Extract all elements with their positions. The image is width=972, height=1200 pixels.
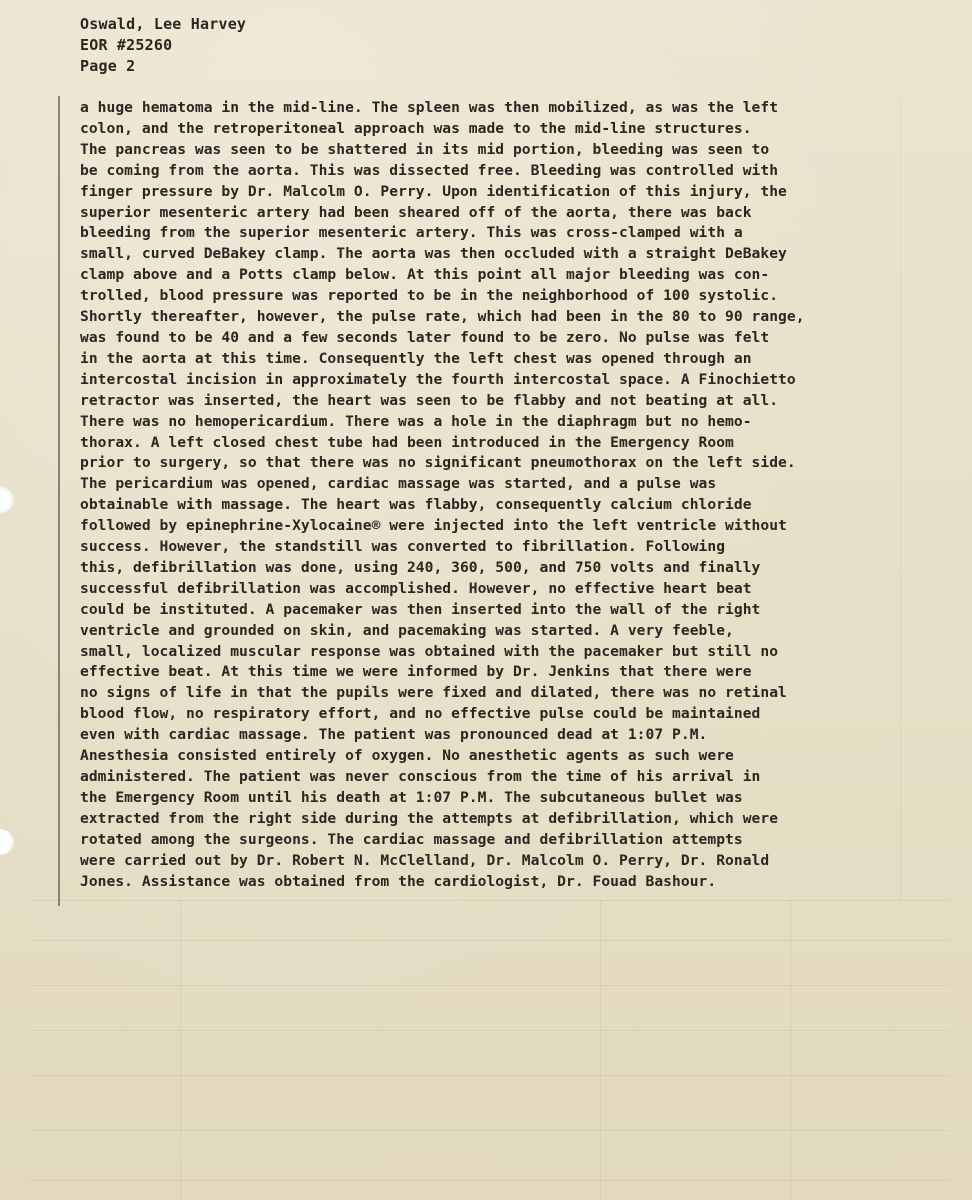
text-line: effective beat. At this time we were informed by Dr. Jenkins that there were bbox=[80, 663, 752, 681]
bleed-through-line bbox=[30, 1030, 950, 1031]
text-line: administered. The patient was never conscious from the time of his arrival in bbox=[80, 768, 761, 785]
text-line: superior mesenteric artery had been sheared off of the aorta, there was back bbox=[80, 203, 752, 221]
bleed-through-line bbox=[30, 900, 950, 901]
text-line: in the aorta at this time. Consequently the left chest was opened through an bbox=[80, 349, 752, 367]
bleed-through-line bbox=[30, 940, 950, 941]
text-line: finger pressure by Dr. Malcolm O. Perry. Upon identification of this injury, the bbox=[80, 182, 787, 200]
page-number: Page 2 bbox=[80, 57, 136, 75]
text-line: trolled, blood pressure was reported to be in the neighborhood of 100 systolic. bbox=[80, 287, 779, 305]
bleed-through-line bbox=[30, 985, 950, 986]
text-line: extracted from the right side during the attempts at defibrillation, which were bbox=[80, 809, 779, 827]
document-header bbox=[80, 14, 246, 77]
bleed-through-line bbox=[600, 900, 601, 1200]
punch-hole bbox=[0, 487, 14, 513]
bleed-through-line bbox=[30, 1075, 950, 1076]
text-line: the Emergency Room until his death at 1:07 P.M. The subcutaneous bullet was bbox=[80, 788, 743, 806]
text-line: a huge hematoma in the mid-line. The spleen was then mobilized, as was the left bbox=[80, 99, 779, 116]
text-line: be coming from the aorta. This was dissected free. Bleeding was controlled with bbox=[80, 161, 779, 179]
text-line: followed by epinephrine-Xylocaine® were injected into the left ventricle without bbox=[80, 517, 787, 535]
text-line: Shortly thereafter, however, the pulse rate, which had been in the 80 to 90 range, bbox=[80, 308, 805, 326]
patient-name: Oswald, Lee Harvey bbox=[80, 15, 247, 33]
text-line: Jones. Assistance was obtained from the cardiologist, Dr. Fouad Bashour. bbox=[80, 872, 717, 890]
report-body bbox=[80, 98, 920, 892]
text-line: prior to surgery, so that there was no significant pneumothorax on the left side. bbox=[80, 454, 796, 472]
text-line: even with cardiac massage. The patient was pronounced dead at 1:07 P.M. bbox=[80, 726, 708, 744]
text-line: There was no hemopericardium. There was a hole in the diaphragm but no hemo- bbox=[80, 412, 752, 430]
text-line: ventricle and grounded on skin, and pacemaking was started. A very feeble, bbox=[80, 621, 734, 639]
text-line: successful defibrillation was accomplished. However, no effective heart beat bbox=[80, 579, 752, 597]
text-line: rotated among the surgeons. The cardiac massage and defibrillation attempts bbox=[80, 830, 743, 848]
text-line: bleeding from the superior mesenteric artery. This was cross-clamped with a bbox=[80, 224, 743, 242]
text-line: small, localized muscular response was obtained with the pacemaker but still no bbox=[80, 642, 779, 660]
text-line: was found to be 40 and a few seconds later found to be zero. No pulse was felt bbox=[80, 328, 770, 346]
text-line: were carried out by Dr. Robert N. McClelland, Dr. Malcolm O. Perry, Dr. Ronald bbox=[80, 851, 770, 869]
text-line: retractor was inserted, the heart was seen to be flabby and not beating at all. bbox=[80, 391, 779, 409]
margin-rule bbox=[58, 96, 60, 906]
text-line: The pericardium was opened, cardiac massage was started, and a pulse was bbox=[80, 475, 717, 493]
bleed-through-line bbox=[30, 1130, 950, 1131]
text-line: Anesthesia consisted entirely of oxygen. No anesthetic agents as such were bbox=[80, 747, 734, 765]
text-line: success. However, the standstill was converted to fibrillation. Following bbox=[80, 538, 726, 556]
text-line: no signs of life in that the pupils were fixed and dilated, there was no retinal bbox=[80, 684, 787, 702]
text-line: The pancreas was seen to be shattered in its mid portion, bleeding was seen to bbox=[80, 140, 770, 158]
text-line: this, defibrillation was done, using 240, 360, 500, and 750 volts and finally bbox=[80, 558, 761, 576]
punch-hole bbox=[0, 829, 14, 855]
text-line: could be instituted. A pacemaker was then inserted into the wall of the right bbox=[80, 600, 761, 618]
text-line: small, curved DeBakey clamp. The aorta was then occluded with a straight DeBakey bbox=[80, 245, 787, 263]
text-line: obtainable with massage. The heart was flabby, consequently calcium chloride bbox=[80, 496, 752, 514]
text-line: blood flow, no respiratory effort, and no effective pulse could be maintained bbox=[80, 705, 761, 723]
record-number: EOR #25260 bbox=[80, 36, 173, 54]
text-line: intercostal incision in approximately the fourth intercostal space. A Finochietto bbox=[80, 370, 796, 388]
bleed-through-line bbox=[180, 900, 181, 1200]
bleed-through-line bbox=[790, 900, 791, 1200]
bleed-through-line bbox=[30, 1180, 950, 1181]
text-line: clamp above and a Potts clamp below. At this point all major bleeding was con- bbox=[80, 266, 770, 284]
text-line: colon, and the retroperitoneal approach was made to the mid-line structures. bbox=[80, 119, 752, 137]
text-line: thorax. A left closed chest tube had been introduced in the Emergency Room bbox=[80, 433, 734, 451]
